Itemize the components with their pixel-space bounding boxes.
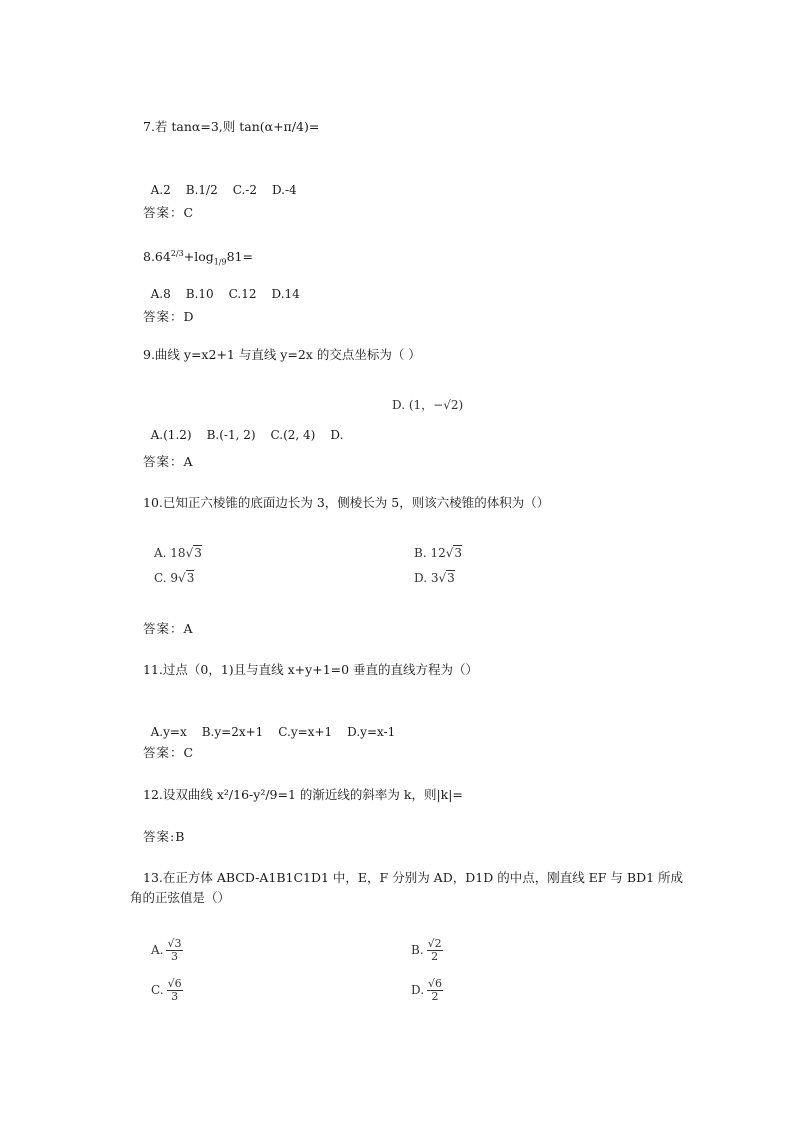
q13-option-d-den: 2	[431, 990, 439, 1003]
q9-answer: 答案：A	[143, 454, 194, 469]
q13-option-a	[151, 938, 183, 963]
q13-option-c-num: √6	[167, 977, 182, 990]
q10-question: 10.已知正六棱锥的底面边长为 3，侧棱长为 5，则该六棱锥的体积为（）	[143, 495, 550, 510]
q12-question: 12.设双曲线 x²/16-y²/9=1 的渐近线的斜率为 k，则|k|=	[143, 787, 463, 802]
q8-answer: 答案：D	[143, 309, 195, 324]
q11-options	[143, 705, 410, 741]
q10-option-d: D. 3√3	[414, 571, 455, 585]
q10-option-c-radicand: 3	[186, 571, 195, 585]
q7-question: 7.若 tanα=3,则 tan(α+π/4)=	[143, 119, 320, 134]
q10-option-c: C. 9√3	[154, 571, 195, 585]
q8-exponent: 2/3	[170, 249, 184, 258]
q8-options	[143, 267, 315, 303]
q7-option-b: B.1/2	[185, 183, 218, 197]
q13-option-b-label: B.	[411, 943, 424, 957]
q13-option-a-fraction	[166, 938, 182, 963]
q13-option-c-den: 3	[171, 990, 179, 1003]
q9-option-b: B.(-1, 2)	[206, 428, 256, 442]
q7-option-d: D.-4	[271, 183, 297, 197]
q13-option-d-num: √6	[428, 977, 443, 990]
q11-option-a: A.y=x	[150, 725, 187, 739]
q13-option-b	[411, 938, 443, 963]
q10-option-a-radicand: 3	[194, 546, 202, 560]
q13-option-b-fraction	[427, 938, 443, 963]
q10-option-b-radicand: 3	[454, 546, 463, 560]
q9-question: 9.曲线 y=x2+1 与直线 y=2x 的交点坐标为（ ）	[143, 347, 421, 362]
q13-option-c	[151, 978, 183, 1003]
q9-option-c: C.(2, 4)	[270, 428, 316, 442]
q7-option-c: C.-2	[232, 183, 257, 197]
q10-answer: 答案：A	[143, 621, 194, 636]
q11-option-d: D.y=x-1	[347, 725, 396, 739]
q7-options	[143, 163, 312, 199]
q13-option-d-fraction	[427, 978, 443, 1003]
q13-option-a-label: A.	[151, 943, 164, 957]
q8-prefix: 8.64	[143, 249, 171, 265]
q11-option-b: B.y=2x+1	[201, 725, 264, 739]
q13-option-c-label: C.	[151, 983, 164, 997]
q8-option-d: D.14	[271, 287, 300, 301]
q9-option-d-math: D. (1，−√2)	[392, 398, 464, 412]
q9-options	[143, 408, 358, 444]
q9-option-d: D.	[330, 428, 344, 442]
q11-answer: 答案：C	[143, 745, 195, 760]
q10-option-c-label: C. 9	[154, 571, 179, 585]
q13-option-b-den: 2	[431, 950, 439, 963]
q13-option-c-fraction	[167, 978, 183, 1003]
q13-option-a-den: 3	[170, 950, 178, 963]
q9-option-a: A.(1.2)	[150, 428, 192, 442]
q12-answer: 答案:B	[143, 829, 186, 844]
q10-option-d-radicand: 3	[447, 571, 455, 585]
q7-answer: 答案：C	[143, 205, 195, 220]
q13-option-a-num: √3	[167, 937, 182, 950]
q11-question: 11.过点（0，1)且与直线 x+y+1=0 垂直的直线方程为（）	[143, 662, 479, 677]
q13-option-d-label: D.	[411, 983, 425, 997]
q13-question-line2: 角的正弦值是（）	[130, 890, 231, 905]
q8-log-base: 1/9	[213, 257, 227, 267]
q13-option-b-num: √2	[427, 937, 442, 950]
q8-suffix: 81=	[226, 249, 253, 265]
q13-question-line1: 13.在正方体 ABCD-A1B1C1D1 中，E，F 分别为 AD，D1D 的中点，刚直线 EF 与 BD1 所成	[143, 870, 684, 885]
q10-option-b-label: B. 12	[414, 546, 446, 560]
q7-option-a: A.2	[150, 183, 171, 197]
q8-option-c: C.12	[228, 287, 257, 301]
q10-option-a-label: A. 18	[154, 546, 186, 560]
q11-option-c: C.y=x+1	[278, 725, 333, 739]
q10-option-a: A. 18√3	[154, 546, 202, 560]
q10-option-d-label: D. 3	[414, 571, 439, 585]
q8-option-b: B.10	[185, 287, 214, 301]
q8-log: +log	[183, 249, 214, 265]
q8-option-a: A.8	[150, 287, 171, 301]
q13-option-d	[411, 978, 443, 1003]
q10-option-b: B. 12√3	[414, 546, 463, 560]
